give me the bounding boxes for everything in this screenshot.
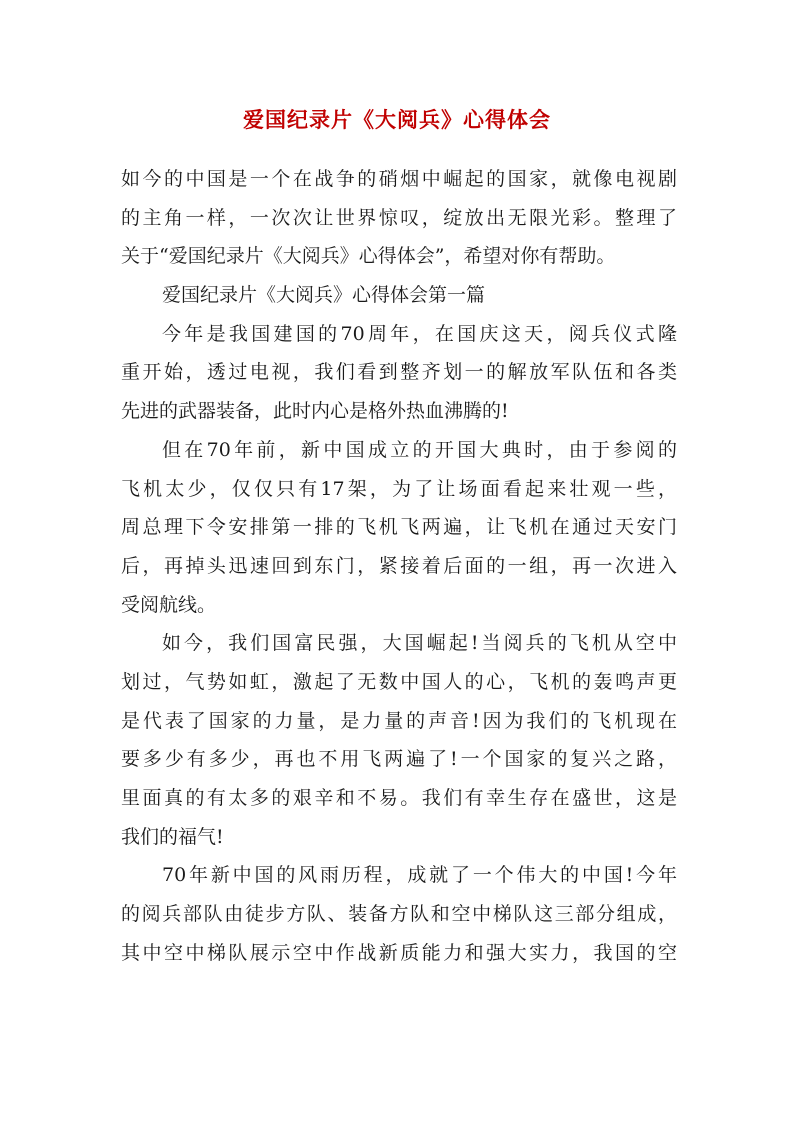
text-line: 我们的福气! <box>121 825 224 848</box>
text-line: 但在70年前，新中国成立的开国大典时，由于参阅的 <box>162 438 677 461</box>
text-line: 如今的中国是一个在战争的硝烟中崛起的国家，就像电视剧 <box>121 168 677 190</box>
text-line: 划过，气势如虹，激起了无数中国人的心，飞机的轰鸣声更 <box>121 670 677 693</box>
text-line: 的主角一样，一次次让世界惊叹，绽放出无限光彩。整理了 <box>121 206 677 229</box>
text-line: 后，再掉头迅速回到东门，紧接着后面的一组，再一次进入 <box>121 554 677 577</box>
text-line: 今年是我国建国的70周年，在国庆这天，阅兵仪式隆 <box>162 322 677 345</box>
text-line: 先进的武器装备，此时内心是格外热血沸腾的! <box>121 400 509 423</box>
text-line: 飞机太少，仅仅只有17架，为了让场面看起来壮观一些， <box>121 477 677 500</box>
text-line: 的阅兵部队由徒步方队、装备方队和空中梯队这三部分组成， <box>121 903 677 926</box>
text-line: 周总理下令安排第一排的飞机飞两遍，让飞机在通过天安门 <box>121 516 677 539</box>
text-line: 要多少有多少，再也不用飞两遍了!一个国家的复兴之路， <box>121 748 677 771</box>
text-line: 70年新中国的风雨历程，成就了一个伟大的中国!今年 <box>162 864 677 887</box>
text-line: 关于“爱国纪录片《大阅兵》心得体会”，希望对你有帮助。 <box>121 245 616 268</box>
text-line: 其中空中梯队展示空中作战新质能力和强大实力，我国的空 <box>121 941 677 964</box>
text-line: 爱国纪录片《大阅兵》心得体会第一篇 <box>162 284 486 307</box>
text-line: 是代表了国家的力量，是力量的声音!因为我们的飞机现在 <box>121 709 677 732</box>
document-title: 爱国纪录片《大阅兵》心得体会 <box>243 107 551 132</box>
text-line: 受阅航线。 <box>121 593 217 616</box>
text-line: 里面真的有太多的艰辛和不易。我们有幸生存在盛世，这是 <box>121 787 677 809</box>
text-line: 重开始，透过电视，我们看到整齐划一的解放军队伍和各类 <box>121 361 677 384</box>
text-line: 如今，我们国富民强，大国崛起!当阅兵的飞机从空中 <box>162 632 677 655</box>
document-body <box>121 160 677 972</box>
